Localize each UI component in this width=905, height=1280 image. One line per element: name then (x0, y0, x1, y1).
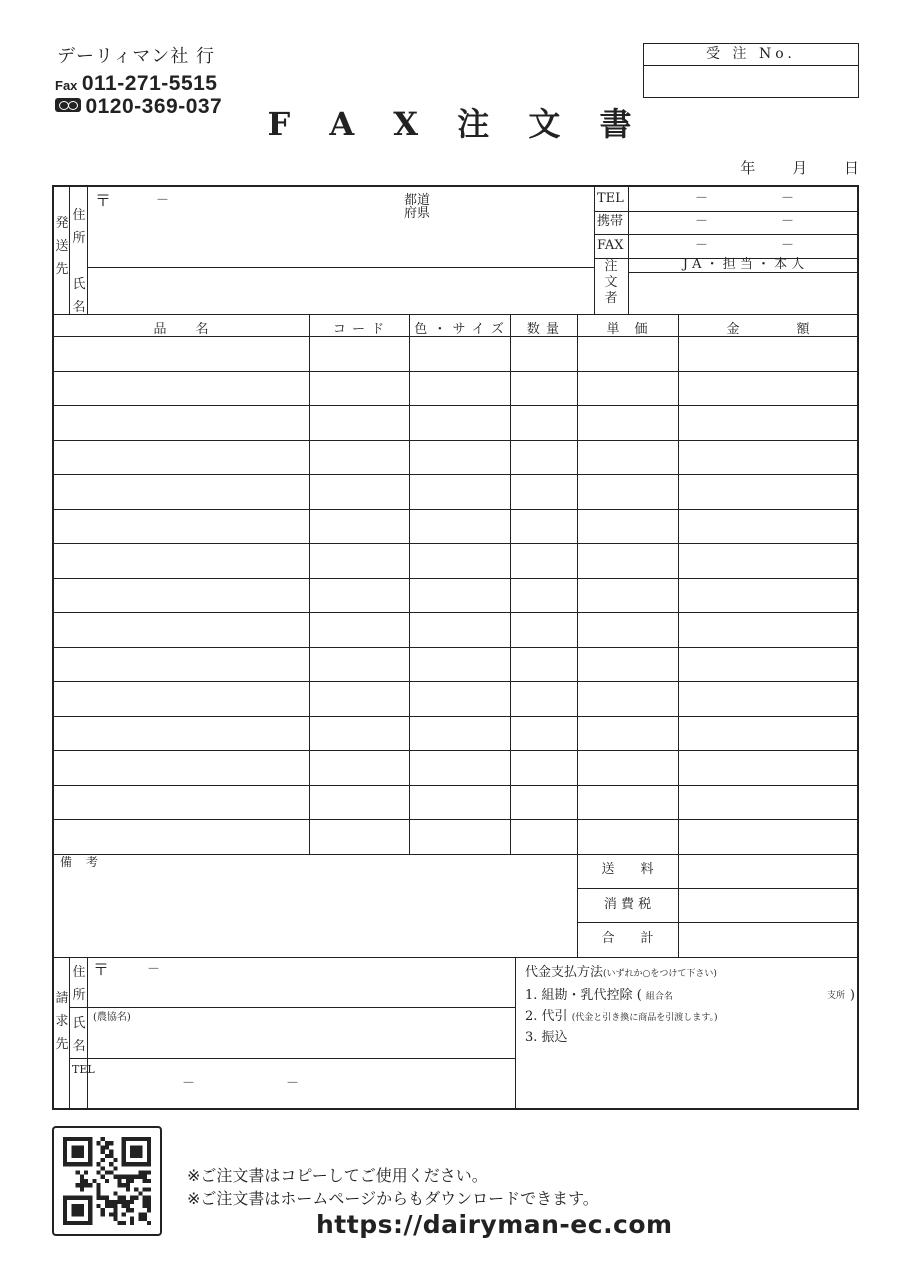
items-column-header: 単 価 (606, 322, 649, 337)
tax-label: 消 費 税 (603, 897, 652, 912)
table-row[interactable] (54, 681, 859, 716)
tel-dash-1: － (695, 191, 709, 206)
sender-postal-dash: － (156, 193, 170, 208)
order-number-box (643, 43, 859, 98)
sender-tel-label: TEL (597, 191, 624, 206)
qr-code-pattern (63, 1137, 151, 1225)
download-note: ※ご注文書はホームページからもダウンロードできます。 (187, 1189, 599, 1208)
tel-dash-2: － (781, 191, 795, 206)
billing-postal-dash: － (147, 962, 161, 977)
fax-number: 011-271-5515 (81, 72, 218, 95)
table-row[interactable] (54, 405, 859, 440)
payment-option-1[interactable] (525, 989, 855, 1004)
billing-name-field[interactable] (88, 1008, 514, 1057)
table-row[interactable] (54, 440, 859, 475)
remarks-field[interactable] (54, 871, 576, 956)
sender-postal-mark: 〒 (95, 191, 112, 210)
prefecture-label-2: 府県 (404, 206, 431, 221)
freedial-number: 0120-369-037 (85, 95, 223, 118)
remarks-label: 備 考 (60, 855, 100, 869)
fax-dash-2: － (781, 238, 795, 253)
orderer-label: 注文者 (604, 259, 618, 306)
table-row[interactable] (54, 543, 859, 578)
items-column-header: 色 ・ サ イ ズ (414, 322, 505, 337)
payment-title (525, 966, 717, 981)
payment-option-1-branch: 支所 (826, 991, 845, 1001)
payment-option-3[interactable]: 3. 振込 (525, 1030, 568, 1045)
billing-tel-field[interactable] (88, 1059, 514, 1109)
payment-option-1-text: 1. 組勘・乳代控除 (525, 988, 633, 1003)
billing-address-label: 住所 (72, 965, 86, 1003)
billing-address-field[interactable] (88, 958, 514, 1006)
table-row[interactable] (54, 647, 859, 682)
sender-name-field[interactable] (88, 268, 593, 313)
table-row[interactable] (54, 716, 859, 751)
table-row[interactable] (54, 612, 859, 647)
order-form-frame (52, 185, 859, 1110)
qr-code-icon (52, 1126, 162, 1236)
table-row[interactable] (54, 509, 859, 544)
tax-field[interactable] (679, 889, 859, 921)
orderer-options[interactable]: J A ・ 担 当 ・ 本 人 (682, 257, 805, 272)
fax-contact (55, 72, 217, 96)
mobile-dash-1: － (695, 214, 709, 229)
payment-title-text: 代金支払方法 (525, 965, 604, 980)
sender-mobile-label: 携帯 (597, 214, 624, 229)
addressee: デーリィマン社 行 (57, 46, 216, 67)
shipping-label: 送 料 (601, 862, 654, 877)
date-day: 日 (843, 159, 859, 177)
billing-name-label: 氏名 (72, 1016, 86, 1054)
sender-address-label: 住所 (72, 208, 86, 246)
billing-group-label: 請求先 (55, 991, 69, 1052)
date-row (708, 157, 859, 178)
shipping-field[interactable] (679, 854, 859, 887)
items-row-line (54, 854, 859, 855)
copy-note: ※ご注文書はコピーしてご使用ください。 (187, 1166, 488, 1185)
prefecture-label-1: 都道 (404, 193, 431, 208)
table-row[interactable] (54, 474, 859, 509)
billing-tel-dash-2: － (286, 1076, 300, 1091)
payment-option-2[interactable] (525, 1010, 718, 1025)
payment-option-2-note: (代金と引き換に商品を引渡します。) (571, 1013, 718, 1023)
order-number-label: 受 注 No. (644, 44, 858, 66)
document-title: F A X 注 文 書 (267, 105, 646, 143)
sender-fax-label: FAX (597, 238, 624, 253)
table-row[interactable] (54, 336, 859, 371)
table-row[interactable] (54, 578, 859, 613)
billing-postal-mark: 〒 (93, 960, 110, 979)
date-month: 月 (792, 159, 808, 177)
billing-tel-dash-1: － (182, 1076, 196, 1091)
items-column-header: コ ー ド (332, 322, 386, 337)
sender-group-label: 発送先 (55, 216, 69, 277)
coop-hint: (農協名) (93, 1012, 131, 1023)
fax-dash-1: － (695, 238, 709, 253)
payment-option-1-close: ) (849, 988, 855, 1003)
table-row[interactable] (54, 371, 859, 406)
website-link[interactable]: https://dairyman-ec.com (316, 1210, 673, 1239)
payment-title-note: (いずれか○をつけて下さい) (603, 969, 717, 979)
fax-label: Fax (55, 78, 78, 93)
table-row[interactable] (54, 750, 859, 785)
payment-option-2-text: 2. 代引 (525, 1009, 568, 1024)
items-column-header: 金 額 (726, 322, 811, 337)
items-column-header: 品 名 (153, 322, 210, 337)
sender-address-field[interactable] (88, 187, 593, 266)
items-column-header: 数 量 (526, 322, 561, 337)
billing-tel-label: TEL (72, 1063, 95, 1076)
table-row[interactable] (54, 819, 859, 854)
date-year: 年 (740, 159, 756, 177)
total-label: 合 計 (601, 931, 654, 946)
sender-name-label: 氏名 (72, 277, 86, 315)
payment-option-1-coop: 組合名 (645, 992, 673, 1002)
table-row[interactable] (54, 785, 859, 820)
payment-option-1-open: ( (636, 988, 642, 1003)
total-field[interactable] (679, 923, 859, 956)
mobile-dash-2: － (781, 214, 795, 229)
order-number-field[interactable] (644, 66, 858, 97)
